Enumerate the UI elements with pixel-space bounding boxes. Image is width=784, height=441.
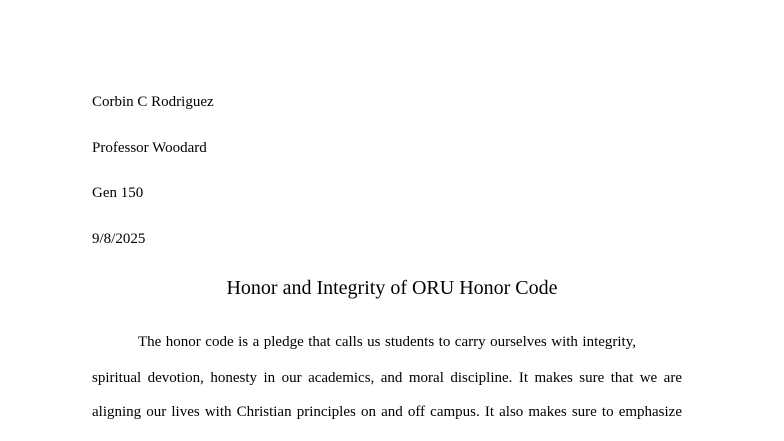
body-text-line: The honor code is a pledge that calls us students to carry ourselves with integrity, <box>138 334 636 350</box>
header-author-name: Corbin C Rodriguez <box>92 94 214 110</box>
header-professor-name: Professor Woodard <box>92 140 207 156</box>
body-text-line: spiritual devotion, honesty in our academics, and moral discipline. It makes sure that we are <box>92 370 682 386</box>
header-course-name: Gen 150 <box>92 185 144 201</box>
document-title: Honor and Integrity of ORU Honor Code <box>226 277 558 299</box>
body-text-line: aligning our lives with Christian principles on and off campus. It also makes sure to emphasize <box>92 404 682 420</box>
header-date: 9/8/2025 <box>92 231 146 247</box>
